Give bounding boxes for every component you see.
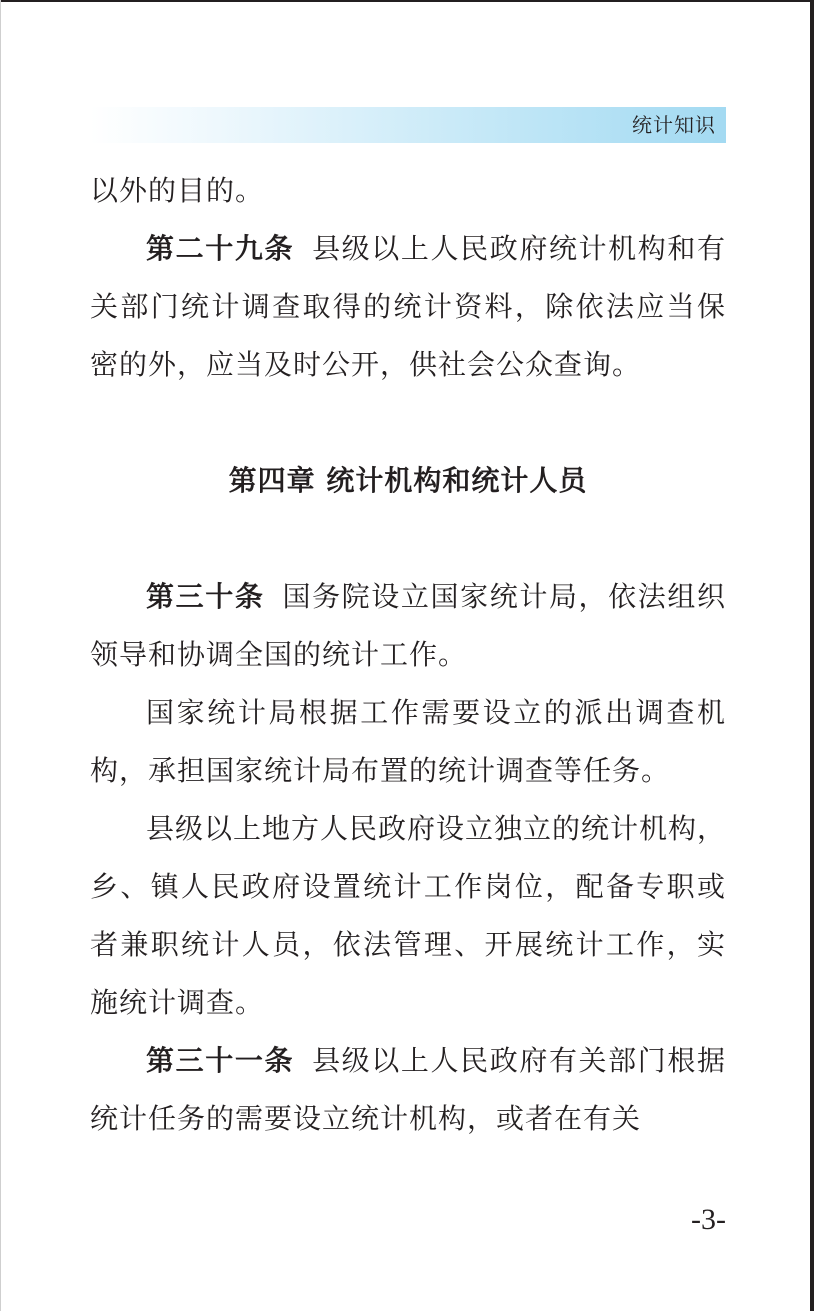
running-header	[90, 107, 726, 143]
running-header-title: 统计知识	[632, 113, 716, 137]
article-number: 第二十九条	[146, 232, 295, 265]
paragraph: 县级以上地方人民政府设立独立的统计机构，乡、镇人民政府设置统计工作岗位，配备专职或者兼职统计人员，依法管理、开展统计工作，实施统计调查。	[90, 812, 727, 1019]
chapter-heading: 第四章 统计机构和统计人员	[228, 464, 588, 497]
article-number: 第三十一条	[146, 1044, 295, 1077]
article-text: 县级以上人民政府统计机构和有关部门统计调查取得的统计资料，除依法应当保密的外，应当及时公开，供社会公众查询。	[90, 232, 726, 381]
paragraph: 国家统计局根据工作需要设立的派出调查机构，承担国家统计局布置的统计调查等任务。	[90, 696, 726, 787]
body-text	[90, 162, 726, 1148]
page-top-border	[0, 0, 814, 2]
article-text: 国务院设立国家统计局，依法组织领导和协调全国的统计工作。	[90, 580, 726, 671]
article-29	[90, 220, 726, 394]
page-left-edge	[0, 0, 1, 1311]
article-30	[90, 568, 726, 684]
article-text: 县级以上人民政府有关部门根据统计任务的需要设立统计机构，或者在有关	[90, 1044, 726, 1135]
paragraph-continuation: 以外的目的。	[90, 174, 265, 207]
article-number: 第三十条	[146, 580, 265, 613]
page-number: -3-	[691, 1203, 726, 1236]
article-31	[90, 1032, 726, 1148]
page-right-border	[810, 0, 814, 1311]
